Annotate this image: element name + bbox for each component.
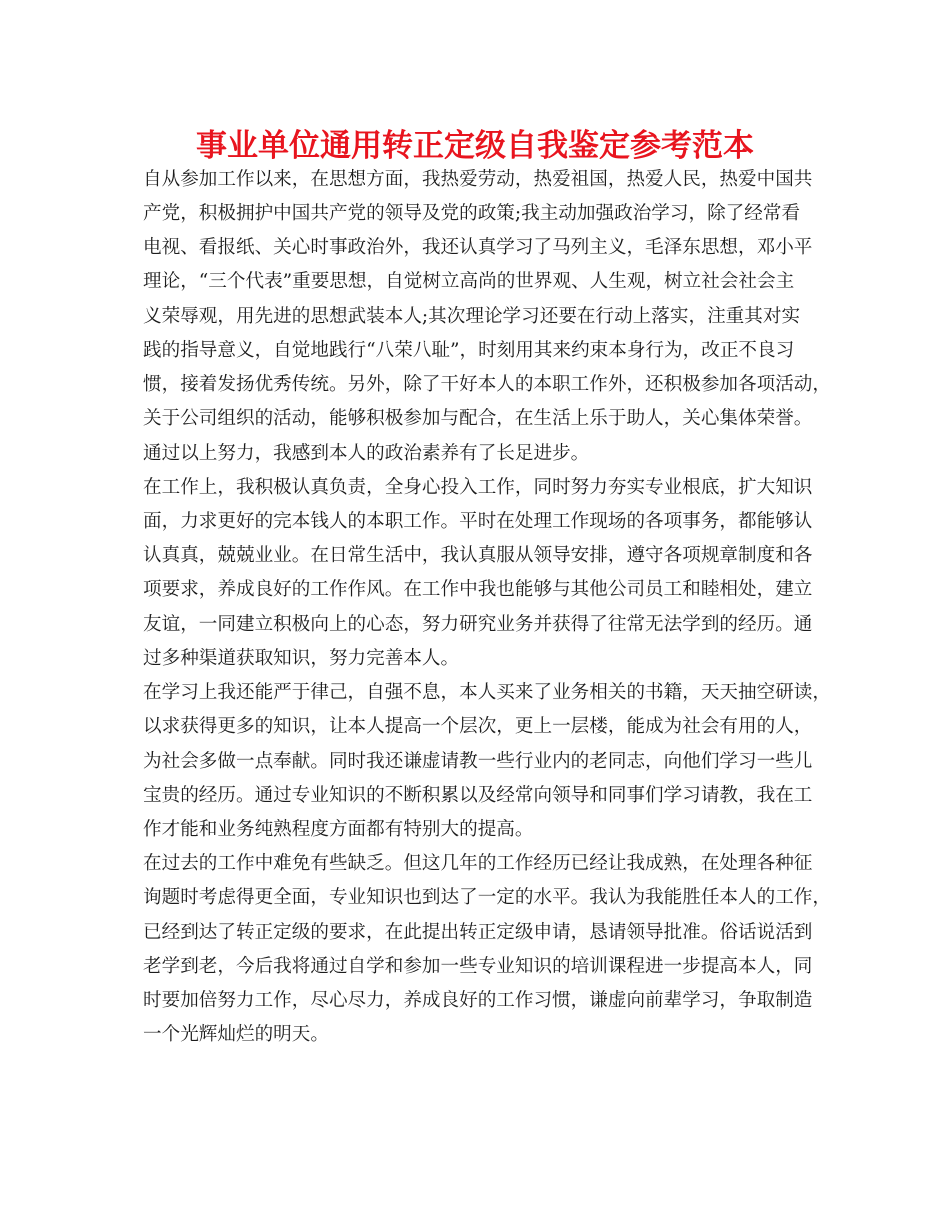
body-line: 惯，接着发扬优秀传统。另外，除了干好本人的本职工作外，还积极参加各项活动， xyxy=(143,374,831,395)
body-line: 在学习上我还能严于律己，自强不息，本人买来了业务相关的书籍，天天抽空研读， xyxy=(143,682,831,703)
body-line: 一个光辉灿烂的明天。 xyxy=(143,1024,329,1045)
page-title: 事业单位通用转正定级自我鉴定参考范本 xyxy=(196,128,754,164)
body-line: 为社会多做一点奉献。同时我还谦虚请教一些行业内的老同志，向他们学习一些儿 xyxy=(143,751,813,772)
body-line: 践的指导意义，自觉地践行“八荣八耻”，时刻用其来约束本身行为，改正不良习 xyxy=(143,340,795,361)
body-line: 关于公司组织的活动，能够积极参加与配合，在生活上乐于助人，关心集体荣誉。 xyxy=(143,408,813,429)
body-line: 通过以上努力，我感到本人的政治素养有了长足进步。 xyxy=(143,443,590,464)
body-line: 理论，“三个代表”重要思想，自觉树立高尚的世界观、人生观，树立社会社会主 xyxy=(143,271,795,292)
body-line: 项要求，养成良好的工作作风。在工作中我也能够与其他公司员工和睦相处，建立 xyxy=(143,579,813,600)
body-line: 在工作上，我积极认真负责，全身心投入工作，同时努力夯实专业根底，扩大知识 xyxy=(143,477,813,498)
body-line: 在过去的工作中难免有些缺乏。但这几年的工作经历已经让我成熟，在处理各种征 xyxy=(143,853,813,874)
body-line: 产党，积极拥护中国共产党的领导及党的政策;我主动加强政治学习，除了经常看 xyxy=(143,203,801,224)
body-line: 友谊，一同建立积极向上的心态，努力研究业务并获得了往常无法学到的经历。通 xyxy=(143,614,813,635)
body-line: 作才能和业务纯熟程度方面都有特别大的提高。 xyxy=(143,819,534,840)
body-line: 以求获得更多的知识，让本人提高一个层次，更上一层楼，能成为社会有用的人， xyxy=(143,716,813,737)
body-line: 老学到老，今后我将通过自学和参加一些专业知识的培训课程进一步提高本人，同 xyxy=(143,956,813,977)
body-line: 自从参加工作以来，在思想方面，我热爱劳动，热爱祖国，热爱人民，热爱中国共 xyxy=(143,169,813,190)
body-line: 电视、看报纸、关心时事政治外，我还认真学习了马列主义，毛泽东思想，邓小平 xyxy=(143,237,813,258)
body-line: 过多种渠道获取知识，努力完善本人。 xyxy=(143,648,460,669)
body-line: 时要加倍努力工作，尽心尽力，养成良好的工作习惯，谦虚向前辈学习，争取制造 xyxy=(143,990,813,1011)
body-line: 认真真，兢兢业业。在日常生活中，我认真服从领导安排，遵守各项规章制度和各 xyxy=(143,545,813,566)
body-line: 宝贵的经历。通过专业知识的不断积累以及经常向领导和同事们学习请教，我在工 xyxy=(143,785,813,806)
body-line: 面，力求更好的完本钱人的本职工作。平时在处理工作现场的各项事务，都能够认 xyxy=(143,511,813,532)
body-line: 义荣辱观，用先进的思想武装本人;其次理论学习还要在行动上落实，注重其对实 xyxy=(143,306,801,327)
body-line: 询题时考虑得更全面，专业知识也到达了一定的水平。我认为我能胜任本人的工作， xyxy=(143,887,831,908)
body-line: 已经到达了转正定级的要求，在此提出转正定级申请，恳请领导批准。俗话说活到 xyxy=(143,922,813,943)
